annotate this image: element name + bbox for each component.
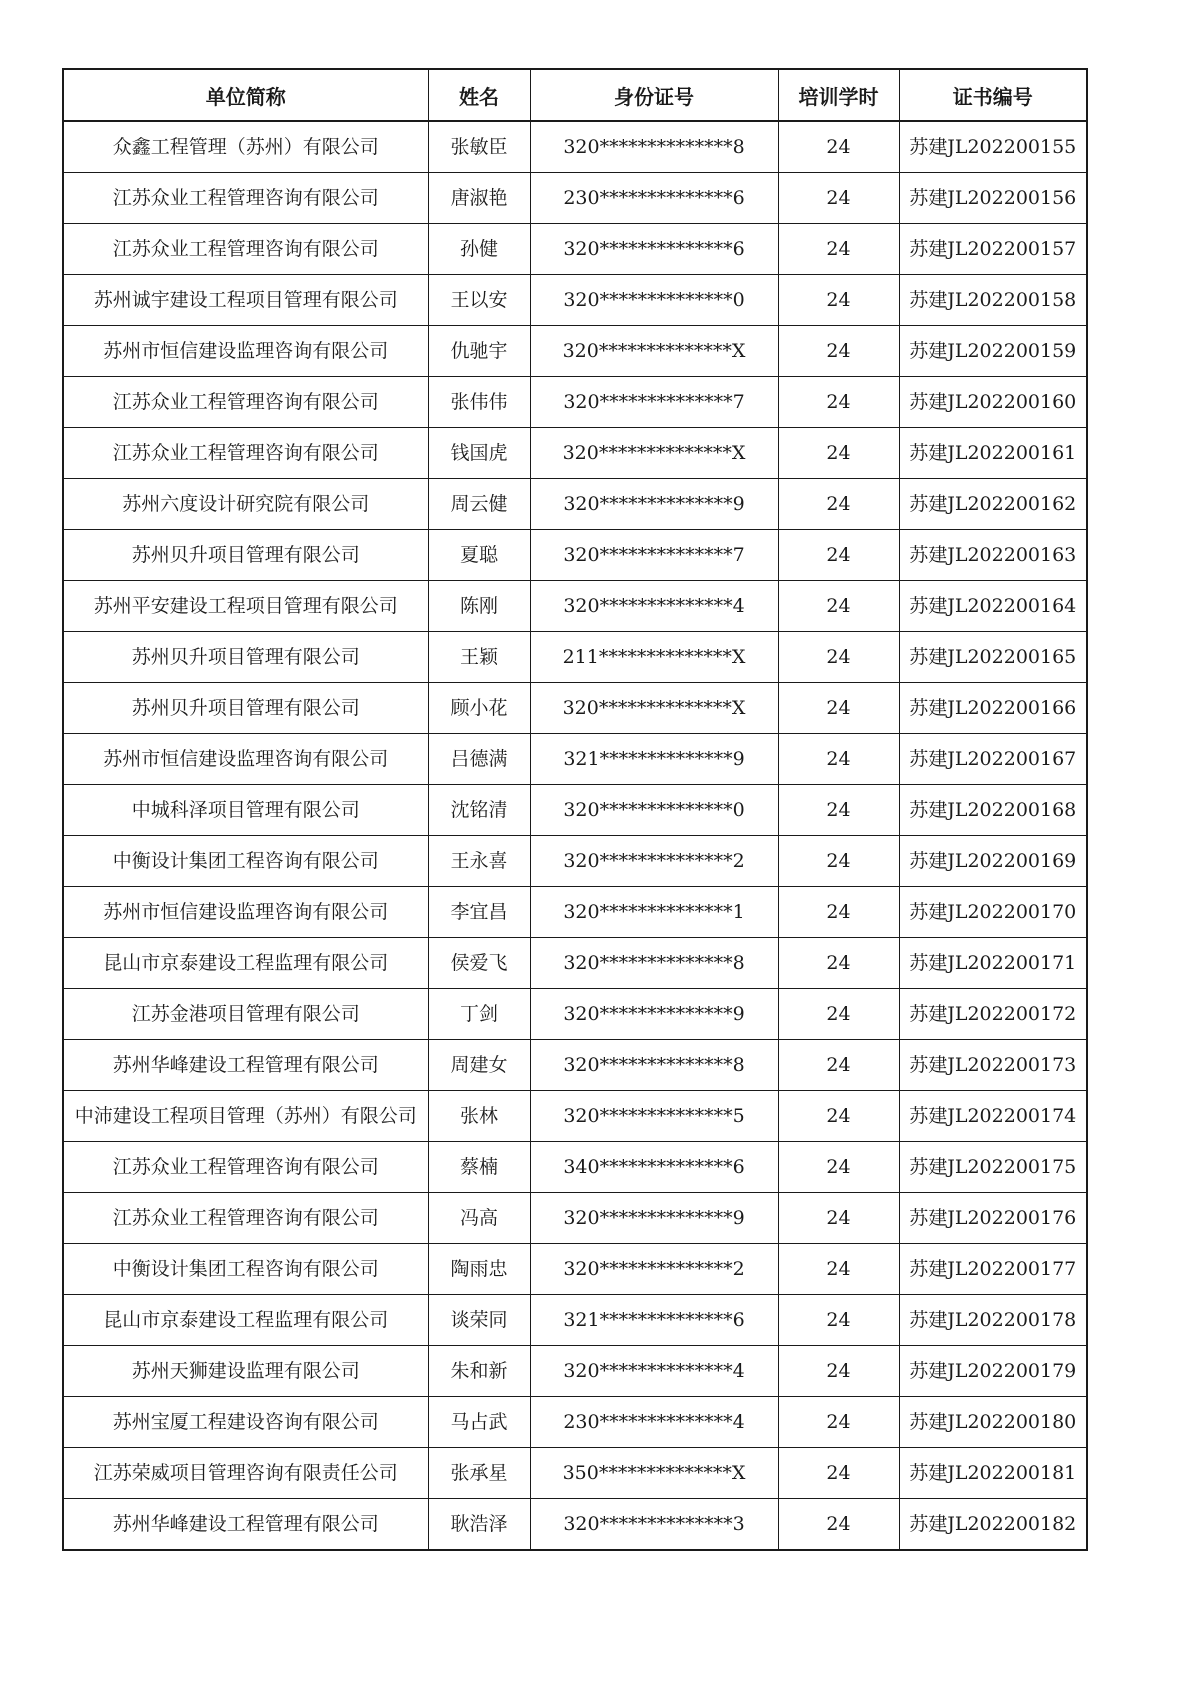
table-row bbox=[63, 734, 1087, 785]
certificate-number-cell: 苏建JL202200155 bbox=[899, 121, 1087, 173]
table-row bbox=[63, 1499, 1087, 1551]
name-cell: 冯高 bbox=[428, 1193, 530, 1244]
unit-cell: 苏州华峰建设工程管理有限公司 bbox=[63, 1040, 428, 1091]
name-cell: 钱国虎 bbox=[428, 428, 530, 479]
unit-cell: 江苏众业工程管理咨询有限公司 bbox=[63, 1193, 428, 1244]
table-row bbox=[63, 121, 1087, 173]
id-number-cell: 320**************0 bbox=[530, 785, 778, 836]
id-number-cell: 320**************X bbox=[530, 326, 778, 377]
training-hours-cell: 24 bbox=[778, 1040, 899, 1091]
id-number-cell: 320**************X bbox=[530, 683, 778, 734]
table-row bbox=[63, 428, 1087, 479]
certificate-number-cell: 苏建JL202200156 bbox=[899, 173, 1087, 224]
certificate-number-cell: 苏建JL202200180 bbox=[899, 1397, 1087, 1448]
name-cell: 侯爱飞 bbox=[428, 938, 530, 989]
header-name: 姓名 bbox=[428, 69, 530, 121]
name-cell: 马占武 bbox=[428, 1397, 530, 1448]
training-hours-cell: 24 bbox=[778, 326, 899, 377]
header-certificate-number: 证书编号 bbox=[899, 69, 1087, 121]
name-cell: 张林 bbox=[428, 1091, 530, 1142]
name-cell: 丁剑 bbox=[428, 989, 530, 1040]
id-number-cell: 320**************0 bbox=[530, 275, 778, 326]
unit-cell: 江苏众业工程管理咨询有限公司 bbox=[63, 428, 428, 479]
training-hours-cell: 24 bbox=[778, 1193, 899, 1244]
table-row bbox=[63, 1142, 1087, 1193]
name-cell: 李宜昌 bbox=[428, 887, 530, 938]
id-number-cell: 340**************6 bbox=[530, 1142, 778, 1193]
name-cell: 夏聪 bbox=[428, 530, 530, 581]
table-row bbox=[63, 1346, 1087, 1397]
header-training-hours: 培训学时 bbox=[778, 69, 899, 121]
id-number-cell: 320**************3 bbox=[530, 1499, 778, 1551]
name-cell: 吕德满 bbox=[428, 734, 530, 785]
certificate-number-cell: 苏建JL202200171 bbox=[899, 938, 1087, 989]
training-hours-cell: 24 bbox=[778, 1397, 899, 1448]
table-row bbox=[63, 632, 1087, 683]
training-roster-table bbox=[62, 68, 1088, 1551]
table-row bbox=[63, 1295, 1087, 1346]
unit-cell: 苏州宝厦工程建设咨询有限公司 bbox=[63, 1397, 428, 1448]
id-number-cell: 320**************8 bbox=[530, 938, 778, 989]
table-row bbox=[63, 1244, 1087, 1295]
certificate-number-cell: 苏建JL202200174 bbox=[899, 1091, 1087, 1142]
training-hours-cell: 24 bbox=[778, 479, 899, 530]
name-cell: 谈荣同 bbox=[428, 1295, 530, 1346]
table-row bbox=[63, 1040, 1087, 1091]
training-hours-cell: 24 bbox=[778, 1295, 899, 1346]
certificate-number-cell: 苏建JL202200172 bbox=[899, 989, 1087, 1040]
certificate-number-cell: 苏建JL202200178 bbox=[899, 1295, 1087, 1346]
name-cell: 唐淑艳 bbox=[428, 173, 530, 224]
name-cell: 顾小花 bbox=[428, 683, 530, 734]
id-number-cell: 320**************6 bbox=[530, 224, 778, 275]
table-body bbox=[63, 121, 1087, 1550]
name-cell: 王颖 bbox=[428, 632, 530, 683]
table-row bbox=[63, 887, 1087, 938]
training-hours-cell: 24 bbox=[778, 632, 899, 683]
id-number-cell: 320**************7 bbox=[530, 377, 778, 428]
name-cell: 张伟伟 bbox=[428, 377, 530, 428]
id-number-cell: 320**************9 bbox=[530, 1193, 778, 1244]
id-number-cell: 320**************4 bbox=[530, 1346, 778, 1397]
certificate-number-cell: 苏建JL202200166 bbox=[899, 683, 1087, 734]
certificate-number-cell: 苏建JL202200162 bbox=[899, 479, 1087, 530]
training-hours-cell: 24 bbox=[778, 581, 899, 632]
training-hours-cell: 24 bbox=[778, 1142, 899, 1193]
certificate-number-cell: 苏建JL202200163 bbox=[899, 530, 1087, 581]
certificate-number-cell: 苏建JL202200177 bbox=[899, 1244, 1087, 1295]
unit-cell: 苏州市恒信建设监理咨询有限公司 bbox=[63, 887, 428, 938]
training-hours-cell: 24 bbox=[778, 887, 899, 938]
table-row bbox=[63, 1397, 1087, 1448]
table-row bbox=[63, 326, 1087, 377]
id-number-cell: 320**************8 bbox=[530, 121, 778, 173]
unit-cell: 江苏金港项目管理有限公司 bbox=[63, 989, 428, 1040]
unit-cell: 江苏众业工程管理咨询有限公司 bbox=[63, 377, 428, 428]
unit-cell: 昆山市京泰建设工程监理有限公司 bbox=[63, 938, 428, 989]
unit-cell: 苏州贝升项目管理有限公司 bbox=[63, 683, 428, 734]
certificate-number-cell: 苏建JL202200169 bbox=[899, 836, 1087, 887]
unit-cell: 中沛建设工程项目管理（苏州）有限公司 bbox=[63, 1091, 428, 1142]
unit-cell: 苏州贝升项目管理有限公司 bbox=[63, 530, 428, 581]
id-number-cell: 320**************8 bbox=[530, 1040, 778, 1091]
training-hours-cell: 24 bbox=[778, 224, 899, 275]
table-row bbox=[63, 275, 1087, 326]
table-row bbox=[63, 683, 1087, 734]
id-number-cell: 230**************4 bbox=[530, 1397, 778, 1448]
training-hours-cell: 24 bbox=[778, 1448, 899, 1499]
header-unit: 单位简称 bbox=[63, 69, 428, 121]
id-number-cell: 320**************5 bbox=[530, 1091, 778, 1142]
name-cell: 王以安 bbox=[428, 275, 530, 326]
training-hours-cell: 24 bbox=[778, 734, 899, 785]
id-number-cell: 320**************X bbox=[530, 428, 778, 479]
training-hours-cell: 24 bbox=[778, 275, 899, 326]
unit-cell: 中衡设计集团工程咨询有限公司 bbox=[63, 1244, 428, 1295]
id-number-cell: 230**************6 bbox=[530, 173, 778, 224]
unit-cell: 苏州贝升项目管理有限公司 bbox=[63, 632, 428, 683]
unit-cell: 中衡设计集团工程咨询有限公司 bbox=[63, 836, 428, 887]
table-row bbox=[63, 530, 1087, 581]
certificate-number-cell: 苏建JL202200167 bbox=[899, 734, 1087, 785]
name-cell: 张敏臣 bbox=[428, 121, 530, 173]
training-hours-cell: 24 bbox=[778, 377, 899, 428]
table-row bbox=[63, 377, 1087, 428]
training-hours-cell: 24 bbox=[778, 683, 899, 734]
certificate-number-cell: 苏建JL202200173 bbox=[899, 1040, 1087, 1091]
unit-cell: 苏州市恒信建设监理咨询有限公司 bbox=[63, 734, 428, 785]
certificate-number-cell: 苏建JL202200157 bbox=[899, 224, 1087, 275]
training-hours-cell: 24 bbox=[778, 989, 899, 1040]
name-cell: 沈铭清 bbox=[428, 785, 530, 836]
training-hours-cell: 24 bbox=[778, 121, 899, 173]
training-hours-cell: 24 bbox=[778, 836, 899, 887]
header-row bbox=[63, 69, 1087, 121]
unit-cell: 中城科泽项目管理有限公司 bbox=[63, 785, 428, 836]
id-number-cell: 350**************X bbox=[530, 1448, 778, 1499]
id-number-cell: 320**************9 bbox=[530, 989, 778, 1040]
table-row bbox=[63, 173, 1087, 224]
unit-cell: 苏州平安建设工程项目管理有限公司 bbox=[63, 581, 428, 632]
unit-cell: 众鑫工程管理（苏州）有限公司 bbox=[63, 121, 428, 173]
table-row bbox=[63, 938, 1087, 989]
name-cell: 孙健 bbox=[428, 224, 530, 275]
training-hours-cell: 24 bbox=[778, 530, 899, 581]
certificate-number-cell: 苏建JL202200165 bbox=[899, 632, 1087, 683]
name-cell: 陈刚 bbox=[428, 581, 530, 632]
certificate-number-cell: 苏建JL202200168 bbox=[899, 785, 1087, 836]
certificate-number-cell: 苏建JL202200170 bbox=[899, 887, 1087, 938]
unit-cell: 江苏众业工程管理咨询有限公司 bbox=[63, 173, 428, 224]
training-hours-cell: 24 bbox=[778, 1499, 899, 1551]
table-row bbox=[63, 989, 1087, 1040]
unit-cell: 苏州华峰建设工程管理有限公司 bbox=[63, 1499, 428, 1551]
certificate-number-cell: 苏建JL202200160 bbox=[899, 377, 1087, 428]
table-row bbox=[63, 479, 1087, 530]
training-hours-cell: 24 bbox=[778, 1346, 899, 1397]
table-row bbox=[63, 224, 1087, 275]
unit-cell: 江苏荣威项目管理咨询有限责任公司 bbox=[63, 1448, 428, 1499]
certificate-number-cell: 苏建JL202200182 bbox=[899, 1499, 1087, 1551]
certificate-number-cell: 苏建JL202200161 bbox=[899, 428, 1087, 479]
name-cell: 蔡楠 bbox=[428, 1142, 530, 1193]
unit-cell: 江苏众业工程管理咨询有限公司 bbox=[63, 224, 428, 275]
training-hours-cell: 24 bbox=[778, 428, 899, 479]
certificate-number-cell: 苏建JL202200159 bbox=[899, 326, 1087, 377]
id-number-cell: 320**************7 bbox=[530, 530, 778, 581]
name-cell: 周云健 bbox=[428, 479, 530, 530]
name-cell: 耿浩泽 bbox=[428, 1499, 530, 1551]
name-cell: 周建女 bbox=[428, 1040, 530, 1091]
table-row bbox=[63, 581, 1087, 632]
name-cell: 朱和新 bbox=[428, 1346, 530, 1397]
table-row bbox=[63, 785, 1087, 836]
unit-cell: 苏州六度设计研究院有限公司 bbox=[63, 479, 428, 530]
certificate-number-cell: 苏建JL202200164 bbox=[899, 581, 1087, 632]
unit-cell: 苏州天狮建设监理有限公司 bbox=[63, 1346, 428, 1397]
certificate-number-cell: 苏建JL202200181 bbox=[899, 1448, 1087, 1499]
name-cell: 王永喜 bbox=[428, 836, 530, 887]
certificate-number-cell: 苏建JL202200175 bbox=[899, 1142, 1087, 1193]
id-number-cell: 320**************2 bbox=[530, 836, 778, 887]
certificate-number-cell: 苏建JL202200158 bbox=[899, 275, 1087, 326]
name-cell: 仇驰宇 bbox=[428, 326, 530, 377]
table-row bbox=[63, 1193, 1087, 1244]
training-hours-cell: 24 bbox=[778, 938, 899, 989]
certificate-number-cell: 苏建JL202200176 bbox=[899, 1193, 1087, 1244]
training-hours-cell: 24 bbox=[778, 1244, 899, 1295]
id-number-cell: 320**************2 bbox=[530, 1244, 778, 1295]
training-hours-cell: 24 bbox=[778, 1091, 899, 1142]
unit-cell: 昆山市京泰建设工程监理有限公司 bbox=[63, 1295, 428, 1346]
table-row bbox=[63, 836, 1087, 887]
id-number-cell: 320**************9 bbox=[530, 479, 778, 530]
name-cell: 陶雨忠 bbox=[428, 1244, 530, 1295]
id-number-cell: 211**************X bbox=[530, 632, 778, 683]
certificate-number-cell: 苏建JL202200179 bbox=[899, 1346, 1087, 1397]
id-number-cell: 321**************9 bbox=[530, 734, 778, 785]
table-row bbox=[63, 1091, 1087, 1142]
unit-cell: 苏州市恒信建设监理咨询有限公司 bbox=[63, 326, 428, 377]
training-hours-cell: 24 bbox=[778, 785, 899, 836]
table-row bbox=[63, 1448, 1087, 1499]
training-hours-cell: 24 bbox=[778, 173, 899, 224]
id-number-cell: 320**************4 bbox=[530, 581, 778, 632]
id-number-cell: 320**************1 bbox=[530, 887, 778, 938]
header-id-number: 身份证号 bbox=[530, 69, 778, 121]
unit-cell: 江苏众业工程管理咨询有限公司 bbox=[63, 1142, 428, 1193]
id-number-cell: 321**************6 bbox=[530, 1295, 778, 1346]
unit-cell: 苏州诚宇建设工程项目管理有限公司 bbox=[63, 275, 428, 326]
name-cell: 张承星 bbox=[428, 1448, 530, 1499]
